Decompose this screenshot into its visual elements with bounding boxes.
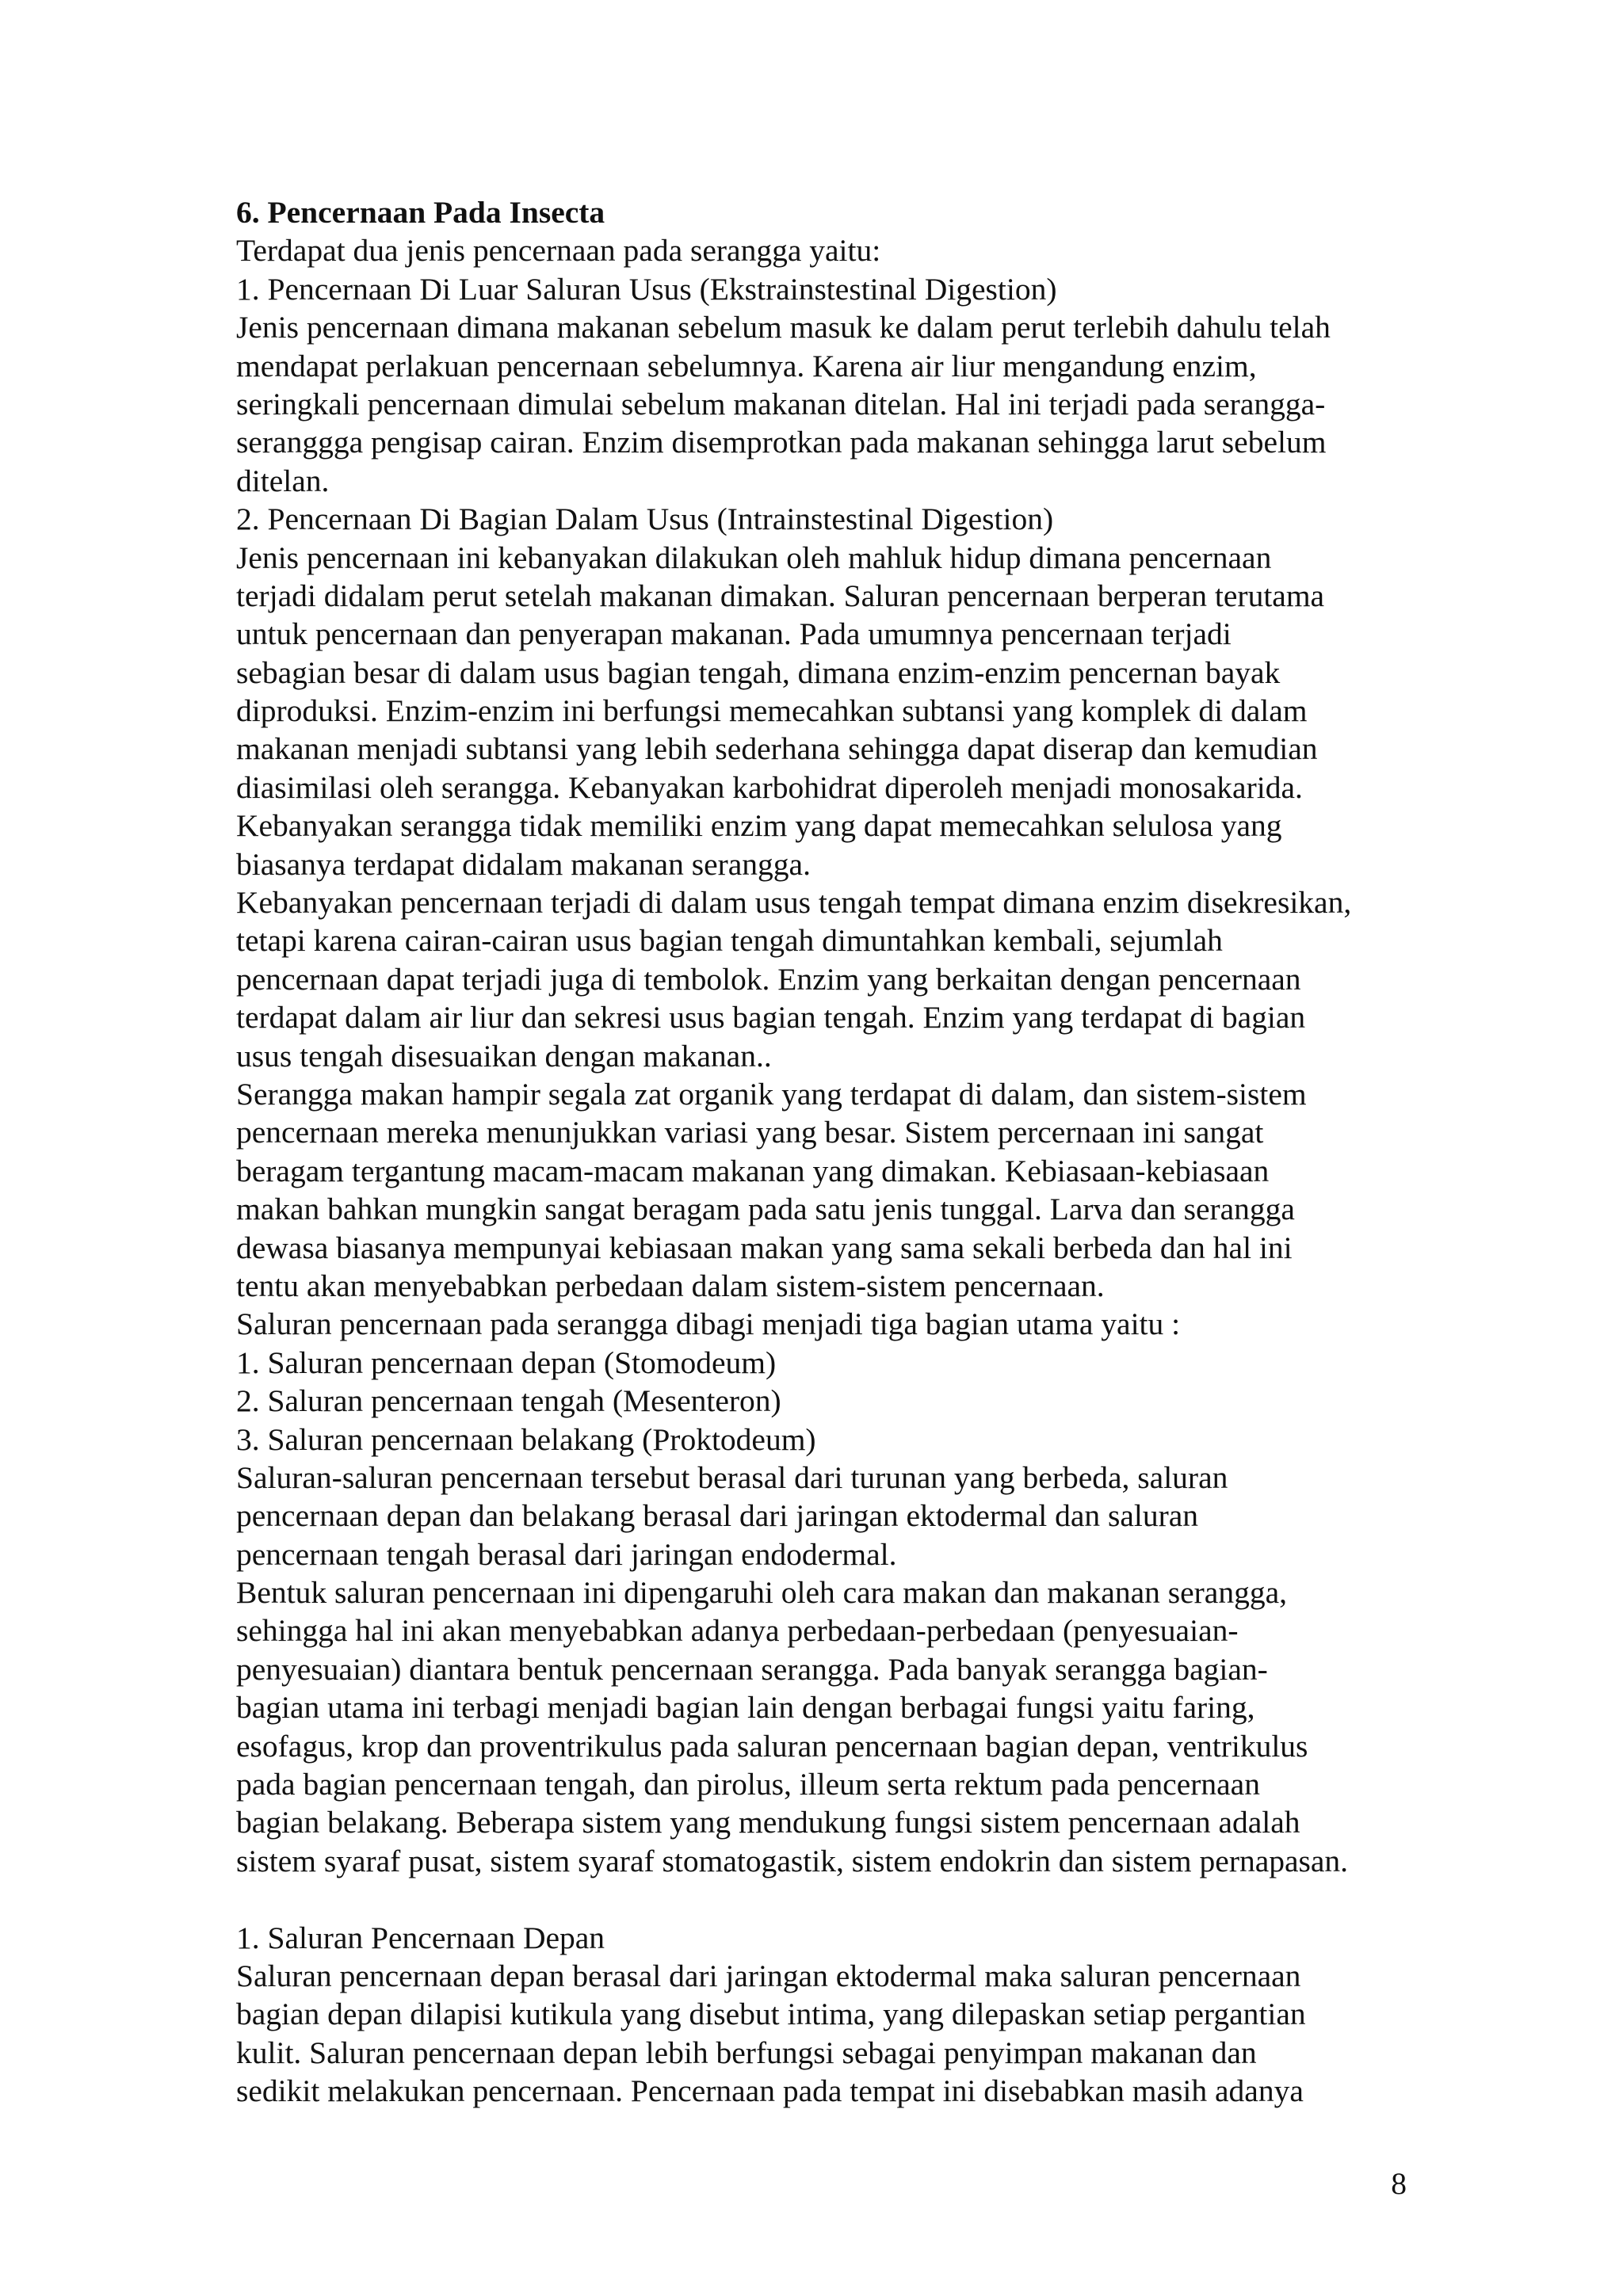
text-line: kulit. Saluran pencernaan depan lebih berfungsi sebagai penyimpan makanan dan (236, 2035, 1257, 2070)
text-line: dewasa biasanya mempunyai kebiasaan makan yang sama sekali berbeda dan hal ini (236, 1230, 1293, 1265)
text-line: sedikit melakukan pencernaan. Pencernaan pada tempat ini disebabkan masih adanya (236, 2073, 1304, 2109)
section-heading: 6. Pencernaan Pada Insecta (236, 195, 605, 230)
text-line: pencernaan dapat terjadi juga di tembolok. Enzim yang berkaitan dengan pencernaan (236, 961, 1301, 997)
subsection-title: 1. Saluran Pencernaan Depan (236, 1920, 605, 1955)
text-line: Saluran-saluran pencernaan tersebut berasal dari turunan yang berbeda, saluran (236, 1459, 1228, 1495)
text-line: 2. Pencernaan Di Bagian Dalam Usus (Intrainstestinal Digestion) (236, 502, 1054, 537)
document-body (236, 193, 1457, 2111)
text-line: sebagian besar di dalam usus bagian tengah, dimana enzim-enzim pencernan bayak (236, 654, 1281, 690)
text-line: bagian utama ini terbagi menjadi bagian lain dengan berbagai fungsi yaitu faring, (236, 1690, 1255, 1726)
text-line: untuk pencernaan dan penyerapan makanan. Pada umumnya pencernaan terjadi (236, 616, 1232, 652)
text-line: makanan menjadi subtansi yang lebih sederhana sehingga dapat diserap dan kemudian (236, 731, 1318, 767)
text-line: Serangga makan hampir segala zat organik yang terdapat di dalam, dan sistem-sistem (236, 1076, 1307, 1112)
text-line: penyesuaian) diantara bentuk pencernaan serangga. Pada banyak serangga bagian- (236, 1651, 1268, 1687)
text-line: tetapi karena cairan-cairan usus bagian tengah dimuntahkan kembali, sejumlah (236, 923, 1223, 959)
text-line: makan bahkan mungkin sangat beragam pada satu jenis tunggal. Larva dan serangga (236, 1192, 1295, 1227)
text-line: ditelan. (236, 463, 330, 498)
text-line: Kebanyakan serangga tidak memiliki enzim yang dapat memecahkan selulosa yang (236, 808, 1282, 844)
text-line: Saluran pencernaan depan berasal dari jaringan ektodermal maka saluran pencernaan (236, 1958, 1301, 1993)
page-number: 8 (1391, 2166, 1407, 2201)
text-line: seranggga pengisap cairan. Enzim disemprotkan pada makanan sehingga larut sebelum (236, 425, 1327, 460)
text-line: 2. Saluran pencernaan tengah (Mesenteron) (236, 1383, 781, 1419)
text-line: Saluran pencernaan pada serangga dibagi menjadi tiga bagian utama yaitu : (236, 1306, 1181, 1342)
text-line: tentu akan menyebabkan perbedaan dalam sistem-sistem pencernaan. (236, 1268, 1105, 1303)
text-line: sehingga hal ini akan menyebabkan adanya perbedaan-perbedaan (penyesuaian- (236, 1613, 1239, 1649)
text-line: esofagus, krop dan proventrikulus pada saluran pencernaan bagian depan, ventrikulus (236, 1728, 1308, 1764)
text-line: 1. Pencernaan Di Luar Saluran Usus (Ekstrainstestinal Digestion) (236, 271, 1057, 307)
text-line: bagian depan dilapisi kutikula yang disebut intima, yang dilepaskan setiap pergantian (236, 1997, 1306, 2032)
text-line: pencernaan depan dan belakang berasal dari jaringan ektodermal dan saluran (236, 1498, 1199, 1534)
text-line: pencernaan mereka menunjukkan variasi yang besar. Sistem percernaan ini sangat (236, 1115, 1264, 1150)
text-line: terjadi didalam perut setelah makanan dimakan. Saluran pencernaan berperan terutama (236, 578, 1325, 613)
text-line: Kebanyakan pencernaan terjadi di dalam usus tengah tempat dimana enzim disekresikan, (236, 885, 1352, 921)
text-line: mendapat perlakuan pencernaan sebelumnya. Karena air liur mengandung enzim, (236, 348, 1257, 383)
text-line: pada bagian pencernaan tengah, dan pirolus, illeum serta rektum pada pencernaan (236, 1767, 1260, 1802)
text-line: Terdapat dua jenis pencernaan pada serangga yaitu: (236, 233, 881, 269)
text-line: terdapat dalam air liur dan sekresi usus bagian tengah. Enzim yang terdapat di bagian (236, 1000, 1306, 1035)
text-line: biasanya terdapat didalam makanan serangga. (236, 846, 811, 882)
text-line: Bentuk saluran pencernaan ini dipengaruhi oleh cara makan dan makanan serangga, (236, 1575, 1287, 1611)
text-line: Jenis pencernaan dimana makanan sebelum masuk ke dalam perut terlebih dahulu telah (236, 310, 1331, 345)
text-line: usus tengah disesuaikan dengan makanan.. (236, 1038, 772, 1074)
text-line: beragam tergantung macam-macam makanan yang dimakan. Kebiasaan-kebiasaan (236, 1153, 1270, 1188)
text-line: diasimilasi oleh serangga. Kebanyakan karbohidrat diperoleh menjadi monosakarida. (236, 769, 1303, 805)
text-line: bagian belakang. Beberapa sistem yang mendukung fungsi sistem pencernaan adalah (236, 1805, 1300, 1840)
text-line: 3. Saluran pencernaan belakang (Proktodeum) (236, 1421, 816, 1457)
text-line: diproduksi. Enzim-enzim ini berfungsi memecahkan subtansi yang komplek di dalam (236, 693, 1308, 729)
text-line: pencernaan tengah berasal dari jaringan endodermal. (236, 1536, 897, 1572)
text-line: seringkali pencernaan dimulai sebelum makanan ditelan. Hal ini terjadi pada serangga- (236, 386, 1326, 421)
text-line: 1. Saluran pencernaan depan (Stomodeum) (236, 1344, 777, 1380)
paragraph-gap (236, 1880, 1457, 1918)
text-line: Jenis pencernaan ini kebanyakan dilakukan oleh mahluk hidup dimana pencernaan (236, 540, 1272, 575)
text-line: sistem syaraf pusat, sistem syaraf stomatogastik, sistem endokrin dan sistem pernapasan. (236, 1843, 1349, 1878)
